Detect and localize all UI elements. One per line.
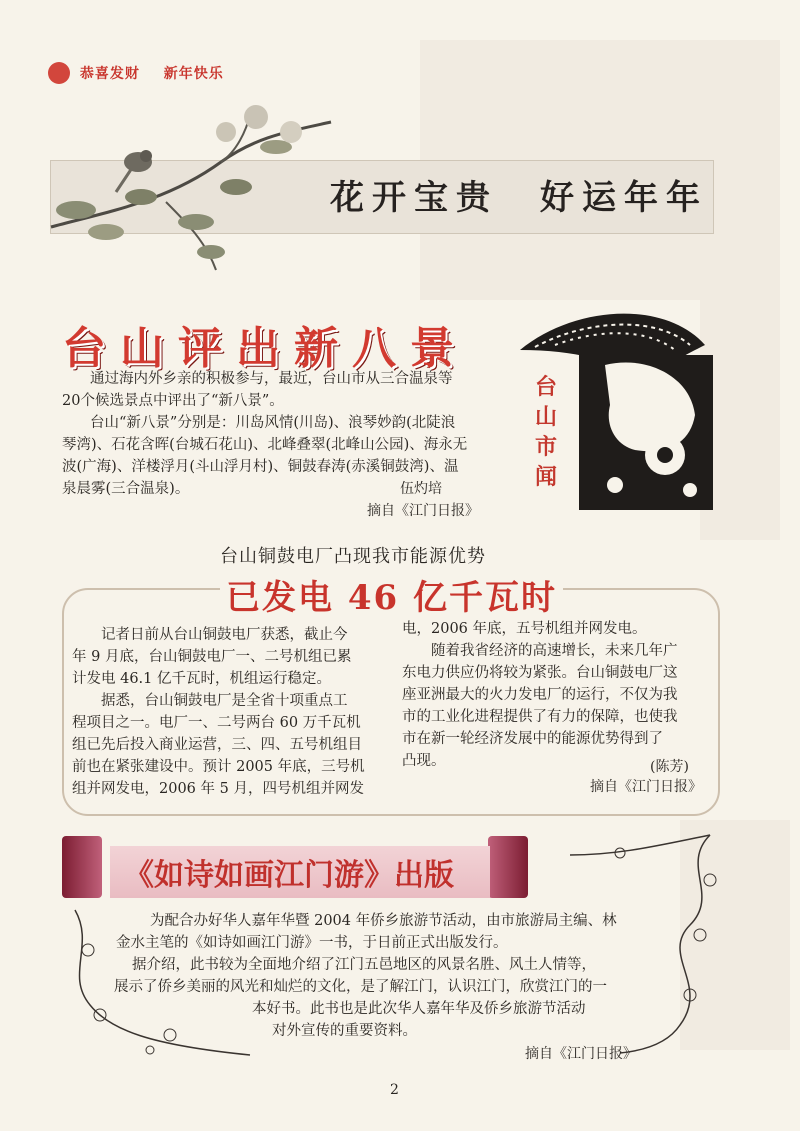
article2-title: 已发电 46 亿千瓦时 <box>220 570 563 619</box>
article2-right-line: 凸现。 <box>402 753 446 769</box>
article2-left-column <box>72 624 392 800</box>
side-label-vertical <box>532 372 560 492</box>
article3-line: 对外宣传的重要资料。 <box>272 1023 417 1039</box>
article1-p2-line1: 台山“新八景”分别是：川岛风情(川岛)、浪琴妙韵(北陡浪 <box>90 415 456 431</box>
side-label-char: 山 <box>534 404 557 430</box>
article2-left-line: 组并网发电，2006 年 5 月，四号机组并网发 <box>72 781 364 797</box>
article2-left-line: 年 9 月底，台山铜鼓电厂一、二号机组已累 <box>72 649 352 665</box>
article1-p2-line3: 波(广海)、洋楼浮月(斗山浮月村)、铜鼓春涛(赤溪铜鼓湾)、温 <box>62 459 459 475</box>
article2-right-column <box>402 618 712 772</box>
article1-p1-line1: 通过海内外乡亲的积极参与，最近，台山市从三合温泉等 <box>90 371 453 387</box>
article1-body <box>62 368 532 500</box>
article1-author: 伍灼培 <box>400 481 442 497</box>
article2-left-line: 程项目之一。电厂一、二号两台 60 万千瓦机 <box>72 715 361 731</box>
article1-p2-line4: 泉晨雾(三合温泉)。 <box>62 481 190 497</box>
greeting-2: 新年快乐 <box>163 66 224 82</box>
article2-right-line: 座亚洲最大的火力发电厂的运行，不仅为我 <box>402 687 678 703</box>
article3-line: 据介绍，此书较为全面地介绍了江门五邑地区的风景名胜、风土人情等， <box>132 957 596 973</box>
banner-title: 花开宝贵 好运年年 <box>330 178 708 218</box>
ribbon-right-end <box>488 836 528 898</box>
flower-branch-illustration <box>46 92 336 282</box>
article2-source: 摘自《江门日报》 <box>590 779 702 795</box>
header-greeting <box>48 62 242 84</box>
article2-right-line: 东电力供应仍将较为紧张。台山铜鼓电厂这 <box>402 665 678 681</box>
article2-right-line: 电，2006 年底，五号机组并网发电。 <box>402 621 647 637</box>
greeting-1: 恭喜发财 <box>79 66 140 82</box>
page-number: 2 <box>390 1082 399 1098</box>
flower-logo-icon <box>48 62 70 84</box>
article1-p2-line2: 琴湾)、石花含晖(台城石花山)、北峰叠翠(北峰山公园)、海永无 <box>62 437 468 453</box>
side-label-char: 市 <box>534 434 557 460</box>
article3-line: 本好书。此书也是此次华人嘉年华及侨乡旅游节活动 <box>252 1001 586 1017</box>
article3-source: 摘自《江门日报》 <box>525 1046 637 1062</box>
article2-left-line: 组已先后投入商业运营，三、四、五号机组目 <box>72 737 362 753</box>
article2-right-line: 随着我省经济的高速增长，未来几年广 <box>402 643 678 659</box>
side-label-char: 台 <box>534 374 557 400</box>
ribbon-left-end <box>62 836 102 898</box>
article3-line: 为配合办好华人嘉年华暨 2004 年侨乡旅游节活动，由市旅游局主编、林 <box>150 913 617 929</box>
article2-right-line: 市在新一轮经济发展中的能源优势得到了 <box>402 731 663 747</box>
article1-title: 台山评出新八景 <box>62 323 468 374</box>
article3-line: 展示了侨乡美丽的风光和灿烂的文化，是了解江门，认识江门，欣赏江门的一 <box>114 979 607 995</box>
article2-left-line: 记者日前从台山铜鼓电厂获悉，截止今 <box>72 627 348 643</box>
article2-subtitle: 台山铜鼓电厂凸现我市能源优势 <box>220 546 486 567</box>
article3-body <box>92 910 692 1042</box>
article3-line: 金水主笔的《如诗如画江门游》一书，于日前正式出版发行。 <box>116 935 508 951</box>
side-label-char: 闻 <box>534 464 557 490</box>
article3-title: 《如诗如画江门游》出版 <box>124 858 454 893</box>
article2-author: (陈芳) <box>650 759 689 775</box>
article2-left-line: 据悉，台山铜鼓电厂是全省十项重点工 <box>72 693 348 709</box>
article2-left-line: 前也在紧张建设中。预计 2005 年底，三号机 <box>72 759 365 775</box>
article1-source: 摘自《江门日报》 <box>367 503 479 519</box>
article2-left-line: 计发电 46.1 亿千瓦时，机组运行稳定。 <box>72 671 332 687</box>
article1-p1-line2: 20个候选景点中评出了“新八景”。 <box>62 393 284 409</box>
article2-right-line: 市的工业化进程提供了有力的保障，也使我 <box>402 709 678 725</box>
